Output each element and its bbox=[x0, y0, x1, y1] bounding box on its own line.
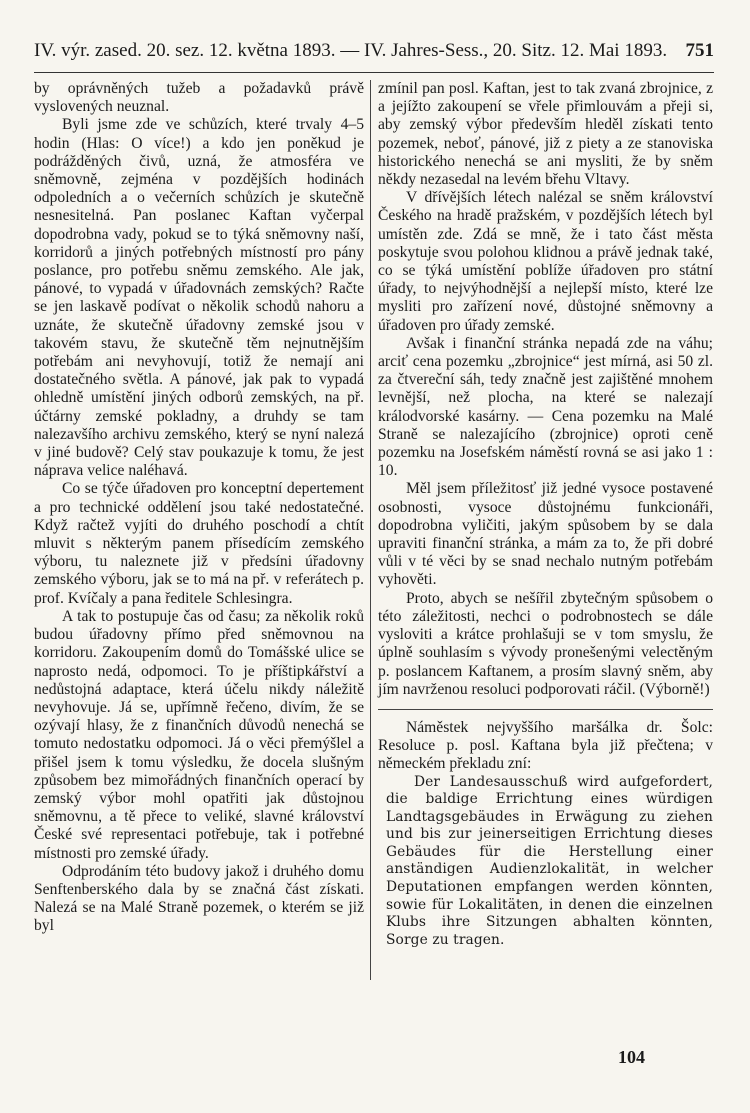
paragraph: zmínil pan posl. Kaftan, jest to tak zvaná zbrojnice, z a jejížto zakoupení se vřele přimlouvám a přeji si, aby zemský výbor především hleděl získati tento pozemek, neboť, pánové, již z piety a ze stanoviska historického nenechá se ani mysliti, že by sněm někdy nezasedal na levém břehu Vltavy. bbox=[378, 80, 713, 189]
paragraph: V dřívějších létech nalézal se sněm království Českého na hradě pražském, v pozdějších létech byl umístěn zde. Zdá se mně, že i tato část města poskytuje svou polohou klidnou a právě jednak také, co se týká umístění poblíže úřadoven pro státní úřady, to nejvýhodnější a nejlepší místo, které lze mysliti pro zařízení nové, důstojné sněmovny a úřadoven pro úřady zemské. bbox=[378, 189, 713, 334]
right-column bbox=[378, 80, 713, 949]
german-resolution-text: Der Landesausschuß wird aufgefordert, die baldige Errichtung eines würdigen Landtagsgebäudes in Erwägung zu ziehen und bis zur jeinerseitigen Errichtung dieses Gebäudes für die Herstellung einer anständigen Audienzlokalität, in welcher Deputationen empfangen werden könnten, sowie für Lokalitäten, in denen die einzelnen Klubs ihre Sitzungen abhalten könnten, Sorge zu tragen. bbox=[386, 773, 713, 948]
paragraph: Odprodáním této budovy jakož i druhého domu Senftenberského dala by se značná část získati. Nalezá se na Malé Straně pozemek, o kterém se již byl bbox=[34, 862, 364, 935]
header-rule bbox=[34, 72, 714, 73]
paragraph: Byli jsme zde ve schůzích, které trvaly 4–5 hodin (Hlas: O více!) a kdo jen poněkud je podrážděných čivů, uzná, že atmosféra ve sněmovně, zejména v pozdějších hodinách odpoledních a o večerních schůzích je skutečně nesnesitelná. Pan poslanec Kaftan vyčerpal dopodrobna vady, pokud se to týká sněmovny naší, korridorů a jiných potřebných místností pro pány poslance, pro potřebu sněmu zemského. Ale jak, pánové, to vypadá v úřadovnách zemských? Račte se jen laskavě podívat o několik schodů nahoru a uznáte, že skutečně úřadovny zemské jsou v takovém stavu, že skutečně těm nejnutnějším potřebám ani nevyhovují, totiž že nemají ani dostatečného světla. A pánové, jak pak to vypadá ohledně umístění jiných odborů zemských, na př. účtárny zemské pokladny, a druhdy se tam nalezavšího archivu zemského, který se nyní nalezá v jiné budově? Celý stav poukazuje k tomu, že jest náprava velice naléhavá. bbox=[34, 116, 364, 480]
paragraph: Proto, abych se nešířil zbytečným spůsobem o této záležitosti, nechci o podrobnostech se dále vysloviti a krátce prohlašuji se v tom smyslu, že úplně souhlasím s vývody pronešenými velectěným p. poslancem Kaftanem, a prosím slavný sněm, aby jím navrženou resoluci podporovati ráčil. (Výborně!) bbox=[378, 589, 713, 698]
paragraph: by oprávněných tužeb a požadavků právě vyslovených neuznal. bbox=[34, 80, 364, 116]
header-title: IV. výr. zased. 20. sez. 12. května 1893. — IV. Jahres-Sess., 20. Sitz. 12. Mai 1893. bbox=[34, 40, 668, 61]
page-number: 751 bbox=[685, 40, 714, 61]
left-column bbox=[34, 80, 364, 936]
column-divider bbox=[370, 80, 371, 980]
paragraph: Co se týče úřadoven pro konceptní depertement a pro technické oddělení jsou také nedostatečné. Když račtež vyjíti do druhého poschodí a chtít mluvit s některým panem přísedícím zemského výboru, tu naleznete již v předsíni úřadovny zemského výboru, jak se to má na př. v referátech p. prof. Kvíčaly a pana ředitele Schlesingra. bbox=[34, 480, 364, 607]
paragraph: Měl jsem příležitosť již jedné vysoce postavené osobnosti, vysoce důstojnému funkcionáři, dopodrobna vyličiti, jakým spůsobem by se dala upraviti finanční stránka, a mám za to, že při dobré vůli v té věci by se snad nechalo nutným potřebám vyhověti. bbox=[378, 480, 713, 589]
resolution-intro: Náměstek nejvyššího maršálka dr. Šolc: Resoluce p. posl. Kaftana byla již přečtena; v německém překladu zní: bbox=[378, 718, 713, 773]
folio-number: 104 bbox=[618, 1047, 645, 1067]
section-rule bbox=[378, 709, 713, 710]
paragraph: A tak to postupuje čas od času; za několik roků budou úřadovny přímo před sněmovnou na korridoru. Zakoupením domů do Tomášské ulice se naprosto nedá, odpomoci. To je příštipkářství a nedůstojná adaptace, která účelu nikdy náležitě nevyhovuje. Já se, upřímně řečeno, divím, že se ozývají hlasy, že z finančních důvodů nenechá se tomuto nedostatku odpomoci. Já o věci přemýšlel a přišel jsem k tomu výsledku, že docela slušným způsobem bez mimořádných finančních operací by zemský výbor mohl opatřiti jak důstojnou sněmovnu, a tě přece to veliké, slavné království České své representaci potřebuje, tak i potřebné místnosti pro zemské úřady. bbox=[34, 607, 364, 862]
paragraph: Avšak i finanční stránka nepadá zde na váhu; arciť cena pozemku „zbrojnice“ jest mírná, asi 50 zl. za čtvereční sáh, tedy značně jest zajištěné mnohem levnější, než plocha, na které se nalezají králodvorské kasárny. — Cena pozemku na Malé Straně se nalezajícího (zbrojnice) oproti ceně pozemku na Josefském náměstí rovná se asi jako 1 : 10. bbox=[378, 334, 713, 480]
running-header bbox=[34, 34, 714, 68]
